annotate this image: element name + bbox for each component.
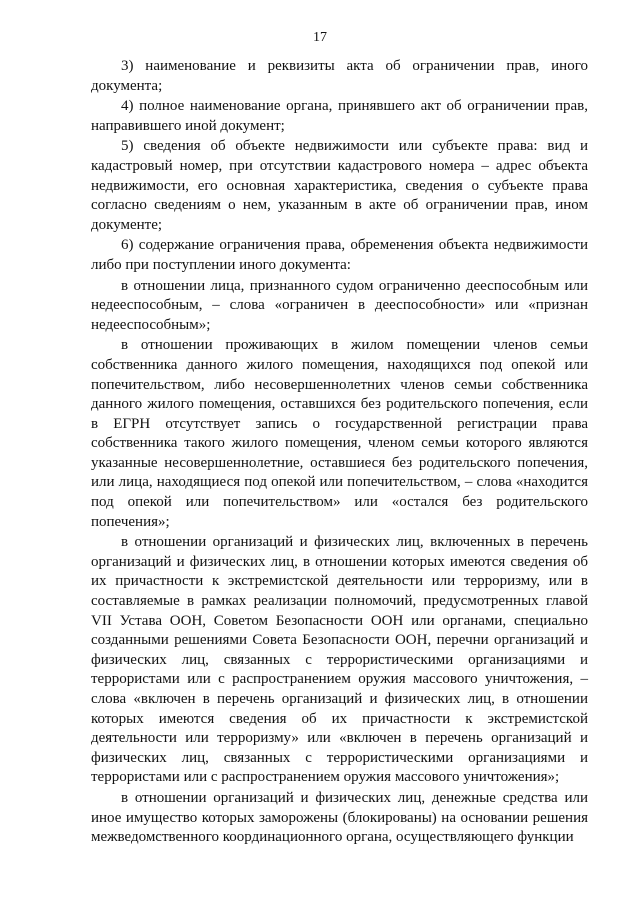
paragraph-item-4: 4) полное наименование органа, принявшего акт об ограничении прав, направившего иной документ; <box>91 98 588 134</box>
paragraph-incapacity: в отношении лица, признанного судом ограниченно дееспособным или недееспособным, – слова «ограничен в дееспособности» или «признан недееспособным»; <box>91 277 588 333</box>
page-number: 17 <box>313 30 327 45</box>
paragraph-guardianship: в отношении проживающих в жилом помещении членов семьи собственника данного жилого помещения, находящихся под опекой или попечительством, либо несовершеннолетних членов семьи собственника данного жилого помещения, оставшихся без родительского попечения, если в ЕГРН отсутствует запись о государственной регистрации права собственника такого жилого помещения, членом семьи которого являются указанные несовершеннолетние, оставшиеся без родительского попечения, или лица, находящиеся под опекой или попечительством, – слова «находится под опекой или попечительством» или «остался без родительского попечения»; <box>91 337 588 530</box>
document-body <box>91 57 588 848</box>
paragraph-item-3: 3) наименование и реквизиты акта об ограничении прав, иного документа; <box>91 58 588 94</box>
paragraph-item-6: 6) содержание ограничения права, обременения объекта недвижимости либо при поступлении иного документа: <box>91 237 588 273</box>
paragraph-item-5: 5) сведения об объекте недвижимости или субъекте права: вид и кадастровый номер, при отсутствии кадастрового номера – адрес объекта недвижимости, его основная характеристика, сведения о субъекте права согласно сведениям о нем, указанным в акте об ограничении прав, ином документе; <box>91 138 588 233</box>
paragraph-frozen-assets: в отношении организаций и физических лиц, денежные средства или иное имущество которых заморожены (блокированы) на основании решения межведомственного координационного органа, осуществляющего функции <box>91 789 588 846</box>
paragraph-extremism-list: в отношении организаций и физических лиц, включенных в перечень организаций и физических лиц, в отношении которых имеются сведения об их причастности к экстремистской деятельности или терроризму, или в составляемые в рамках реализации полномочий, предусмотренных главой VII Устава ООН, Советом Безопасности ООН или органами, специально созданными решениями Совета Безопасности ООН, перечни организаций и физических лиц, связанных с террористическими организациями и террористами или с распространением оружия массового уничтожения, – слова «включен в перечень организаций и физических лиц, в отношении которых имеются сведения об их причастности к экстремистской деятельности или терроризму» или «включен в перечень организаций и физических лиц, связанных с террористическими организациями и террористами или с распространением оружия массового уничтожения»; <box>91 534 588 786</box>
